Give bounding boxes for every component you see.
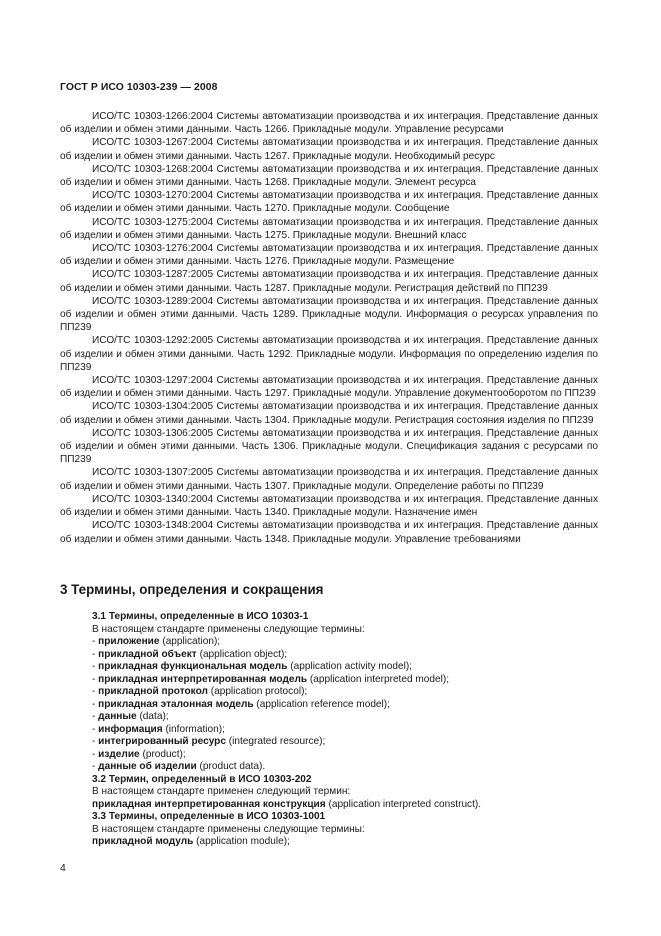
- term-item: - изделие (product);: [92, 748, 186, 760]
- term-english: (application protocol);: [210, 686, 308, 697]
- reference-item: ИСО/ТС 10303-1275:2004 Системы автоматизации производства и их интеграция. Представление данных об изделии и обмен этими данными. Часть 1275. Прикладные модули. Внешний класс: [60, 216, 598, 241]
- term-english: (product);: [142, 748, 186, 760]
- term-item: - приложение (application);: [92, 636, 221, 647]
- reference-item: ИСО/ТС 10303-1270:2004 Системы автоматизации производства и их интеграция. Представление данных об изделии и обмен этими данными. Часть 1270. Прикладные модули. Сообщение: [60, 190, 598, 215]
- section-title: 3 Термины, определения и сокращения: [60, 582, 324, 597]
- page-number: 4: [60, 863, 66, 874]
- reference-item: ИСО/ТС 10303-1266:2004 Системы автоматизации производства и их интеграция. Представление данных об изделии и обмен этими данными. Часть 1266. Прикладные модули. Управление ресурсами: [60, 111, 598, 136]
- term-name: прикладная эталонная модель: [98, 698, 254, 710]
- reference-item: ИСО/ТС 10303-1267:2004 Системы автоматизации производства и их интеграция. Представление данных об изделии и обмен этими данными. Часть 1267. Прикладные модули. Необходимый ресурс: [60, 137, 598, 162]
- term-english: (application module);: [196, 836, 290, 847]
- reference-item: ИСО/ТС 10303-1289:2004 Системы автоматизации производства и их интеграция. Представление данных об изделии и обмен этими данными. Часть 1289. Прикладные модули. Информация о ресурсах управления по ПП239: [60, 295, 598, 334]
- subsection-title: 3.2 Термин, определенный в ИСО 10303-202: [92, 773, 312, 785]
- term-name: данные: [98, 711, 137, 722]
- subsection-title: 3.3 Термины, определенные в ИСО 10303-1001: [92, 811, 326, 822]
- term-item: - данные (data);: [92, 711, 169, 722]
- term-item: - прикладной протокол (application protocol);: [92, 686, 308, 697]
- term-name: прикладной протокол: [98, 686, 208, 697]
- subsection-intro: В настоящем стандарте применен следующий термин:: [92, 786, 351, 797]
- term-english: (application interpreted construct).: [328, 798, 482, 810]
- term-item: - интегрированный ресурс (integrated resource);: [92, 736, 326, 747]
- term-name: информация: [98, 723, 163, 735]
- term-english: (application interpreted model);: [309, 673, 450, 685]
- term-item: - данные об изделии (product data).: [92, 761, 266, 772]
- term-english: (product data).: [199, 761, 266, 772]
- term-name: прикладная интерпретированная конструкция: [92, 798, 326, 810]
- term-item: [92, 836, 602, 849]
- section-body: [92, 611, 602, 849]
- reference-item: ИСО/ТС 10303-1297:2004 Системы автоматизации производства и их интеграция. Представление данных об изделии и обмен этими данными. Часть 1297. Прикладные модули. Управление документооборотом по ПП239: [60, 375, 598, 400]
- reference-item: ИСО/ТС 10303-1304:2005 Системы автоматизации производства и их интеграция. Представление данных об изделии и обмен этими данными. Часть 1304. Прикладные модули. Регистрация состояния изделия по ПП239: [60, 401, 598, 426]
- term-item: - прикладная эталонная модель (application reference model);: [92, 698, 390, 710]
- reference-item: ИСО/ТС 10303-1307:2005 Системы автоматизации производства и их интеграция. Представление данных об изделии и обмен этими данными. Часть 1307. Прикладные модули. Определение работы по ПП239: [60, 467, 598, 492]
- term-name: прикладная функциональная модель: [98, 661, 288, 672]
- reference-item: ИСО/ТС 10303-1276:2004 Системы автоматизации производства и их интеграция. Представление данных об изделии и обмен этими данными. Часть 1276. Прикладные модули. Размещение: [60, 243, 598, 268]
- subsection-intro: В настоящем стандарте применены следующие термины:: [92, 823, 365, 835]
- term-name: прикладной модуль: [92, 836, 194, 847]
- term-item: - прикладной объект (application object);: [92, 648, 288, 660]
- reference-item: ИСО/ТС 10303-1340:2004 Системы автоматизации производства и их интеграция. Представление данных об изделии и обмен этими данными. Часть 1340. Прикладные модули. Назначение имен: [60, 493, 598, 519]
- term-english: (application reference model);: [256, 698, 390, 710]
- subsection-intro: В настоящем стандарте применены следующие термины:: [92, 623, 365, 635]
- subsection-title: 3.1 Термины, определенные в ИСО 10303-1: [92, 611, 309, 622]
- term-english: (integrated resource);: [228, 736, 326, 747]
- term-english: (information);: [165, 723, 225, 735]
- term-item: [92, 799, 602, 812]
- reference-item: ИСО/ТС 10303-1348:2004 Системы автоматизации производства и их интеграция. Представление данных об изделии и обмен этими данными. Часть 1348. Прикладные модули. Управление требованиями: [60, 520, 598, 545]
- term-name: приложение: [98, 636, 160, 647]
- reference-item: ИСО/ТС 10303-1306:2005 Системы автоматизации производства и их интеграция. Представление данных об изделии и обмен этими данными. Часть 1306. Прикладные модули. Спецификация задания с ресурсами по ПП239: [60, 427, 598, 466]
- reference-item: ИСО/ТС 10303-1292:2005 Системы автоматизации производства и их интеграция. Представление данных об изделии и обмен этими данными. Часть 1292. Прикладные модули. Информация по определению изделия по ПП239: [60, 335, 598, 373]
- term-name: изделие: [98, 748, 140, 760]
- term-item: - информация (information);: [92, 723, 225, 735]
- term-name: интегрированный ресурс: [98, 736, 226, 747]
- term-english: (data);: [139, 711, 169, 722]
- term-item: - прикладная интерпретированная модель (application interpreted model);: [92, 673, 450, 685]
- reference-item: ИСО/ТС 10303-1287:2005 Системы автоматизации производства и их интеграция. Представление данных об изделии и обмен этими данными. Часть 1287. Прикладные модули. Регистрация действий по ПП239: [60, 269, 598, 294]
- reference-list: [60, 110, 598, 546]
- term-english: (application activity model);: [290, 661, 412, 672]
- term-english: (application);: [162, 636, 221, 647]
- term-item: - прикладная функциональная модель (application activity model);: [92, 661, 412, 672]
- term-name: данные об изделии: [98, 761, 197, 772]
- page-header: ГОСТ Р ИСО 10303-239 — 2008: [60, 82, 218, 93]
- reference-item: ИСО/ТС 10303-1268:2004 Системы автоматизации производства и их интеграция. Представление данных об изделии и обмен этими данными. Часть 1268. Прикладные модули. Элемент ресурса: [60, 163, 598, 189]
- term-name: прикладной объект: [98, 648, 197, 660]
- term-english: (application object);: [199, 648, 288, 660]
- term-name: прикладная интерпретированная модель: [98, 673, 308, 685]
